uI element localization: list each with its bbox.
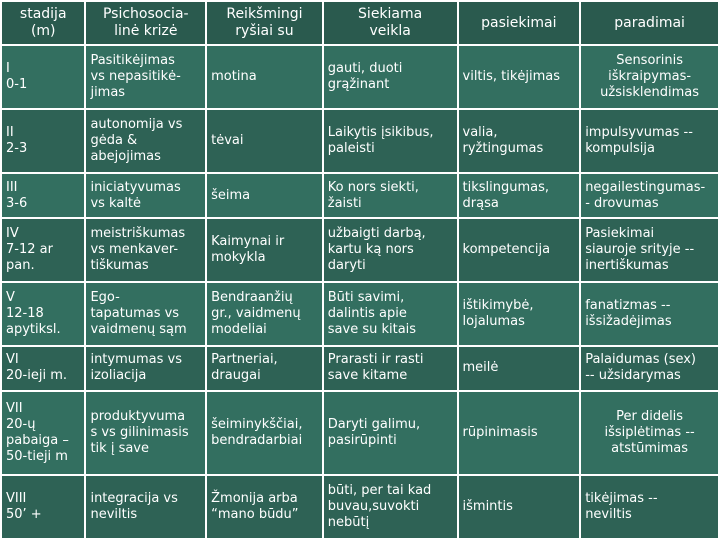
header-achievements: pasiekimai	[459, 2, 580, 44]
cell-activity: gauti, duoti grąžinant	[324, 46, 457, 108]
header-relations: Reikšmingi ryšiai su	[207, 2, 322, 44]
cell-activity: Ko nors siekti, žaisti	[324, 174, 457, 216]
cell-achievements: rūpinimasis	[459, 392, 580, 474]
cell-stage: V 12-18 apytiksl.	[2, 283, 84, 345]
cell-paradigms: impulsyvumas -- kompulsija	[581, 110, 718, 172]
cell-crisis: intymumas vs izoliacija	[86, 347, 205, 389]
cell-achievements: tikslingumas, drąsa	[459, 174, 580, 216]
table-row	[2, 392, 718, 474]
cell-crisis: Pasitikėjimas vs nepasitikė- jimas	[86, 46, 205, 108]
cell-relations: Kaimynai ir mokykla	[207, 219, 322, 281]
table-row	[2, 283, 718, 345]
cell-activity: būti, per tai kad buvau,suvokti nebūtį	[324, 476, 457, 538]
cell-stage: VIII 50’ +	[2, 476, 84, 538]
cell-crisis: meistriškumas vs menkaver- tiškumas	[86, 219, 205, 281]
table-row	[2, 110, 718, 172]
cell-activity: Būti savimi, dalintis apie save su kitais	[324, 283, 457, 345]
cell-activity: užbaigti darbą, kartu ką nors daryti	[324, 219, 457, 281]
cell-stage: I 0-1	[2, 46, 84, 108]
header-paradigms: paradimai	[581, 2, 718, 44]
cell-crisis: integracija vs neviltis	[86, 476, 205, 538]
cell-achievements: valia, ryžtingumas	[459, 110, 580, 172]
cell-relations: Žmonija arba “mano būdu”	[207, 476, 322, 538]
cell-relations: šeima	[207, 174, 322, 216]
cell-crisis: produktyvuma s vs gilinimasis tik į save	[86, 392, 205, 474]
table-header-row	[2, 2, 718, 44]
cell-relations: motina	[207, 46, 322, 108]
cell-achievements: ištikimybė, lojalumas	[459, 283, 580, 345]
cell-stage: II 2-3	[2, 110, 84, 172]
cell-crisis: Ego- tapatumas vs vaidmenų sąm	[86, 283, 205, 345]
cell-achievements: kompetencija	[459, 219, 580, 281]
cell-activity: Laikytis įsikibus, paleisti	[324, 110, 457, 172]
header-activity: Siekiama veikla	[324, 2, 457, 44]
cell-paradigms: fanatizmas -- išsižadėjimas	[581, 283, 718, 345]
cell-relations: šeiminykščiai, bendradarbiai	[207, 392, 322, 474]
cell-achievements: meilė	[459, 347, 580, 389]
cell-paradigms: negailestingumas- - drovumas	[581, 174, 718, 216]
cell-relations: Partneriai, draugai	[207, 347, 322, 389]
table-row	[2, 46, 718, 108]
cell-paradigms: Per didelis išsiplėtimas -- atstūmimas	[581, 392, 718, 474]
cell-crisis: iniciatyvumas vs kaltė	[86, 174, 205, 216]
cell-paradigms: Pasiekimai siauroje srityje -- inertiškumas	[581, 219, 718, 281]
header-crisis: Psichosocia- linė krizė	[86, 2, 205, 44]
cell-stage: III 3-6	[2, 174, 84, 216]
cell-achievements: išmintis	[459, 476, 580, 538]
table-row	[2, 347, 718, 389]
cell-relations: Bendraanžių gr., vaidmenų modeliai	[207, 283, 322, 345]
table-row	[2, 219, 718, 281]
cell-stage: VII 20-ų pabaiga – 50-tieji m	[2, 392, 84, 474]
header-stage: stadija (m)	[2, 2, 84, 44]
cell-achievements: viltis, tikėjimas	[459, 46, 580, 108]
cell-crisis: autonomija vs gėda & abejojimas	[86, 110, 205, 172]
cell-activity: Prarasti ir rasti save kitame	[324, 347, 457, 389]
cell-relations: tėvai	[207, 110, 322, 172]
cell-stage: VI 20-ieji m.	[2, 347, 84, 389]
cell-stage: IV 7-12 ar pan.	[2, 219, 84, 281]
table-row	[2, 476, 718, 538]
table-row	[2, 174, 718, 216]
cell-paradigms: tikėjimas -- neviltis	[581, 476, 718, 538]
cell-paradigms: Sensorinis iškraipymas- užsisklendimas	[581, 46, 718, 108]
cell-paradigms: Palaidumas (sex) -- užsidarymas	[581, 347, 718, 389]
cell-activity: Daryti galimu, pasirūpinti	[324, 392, 457, 474]
